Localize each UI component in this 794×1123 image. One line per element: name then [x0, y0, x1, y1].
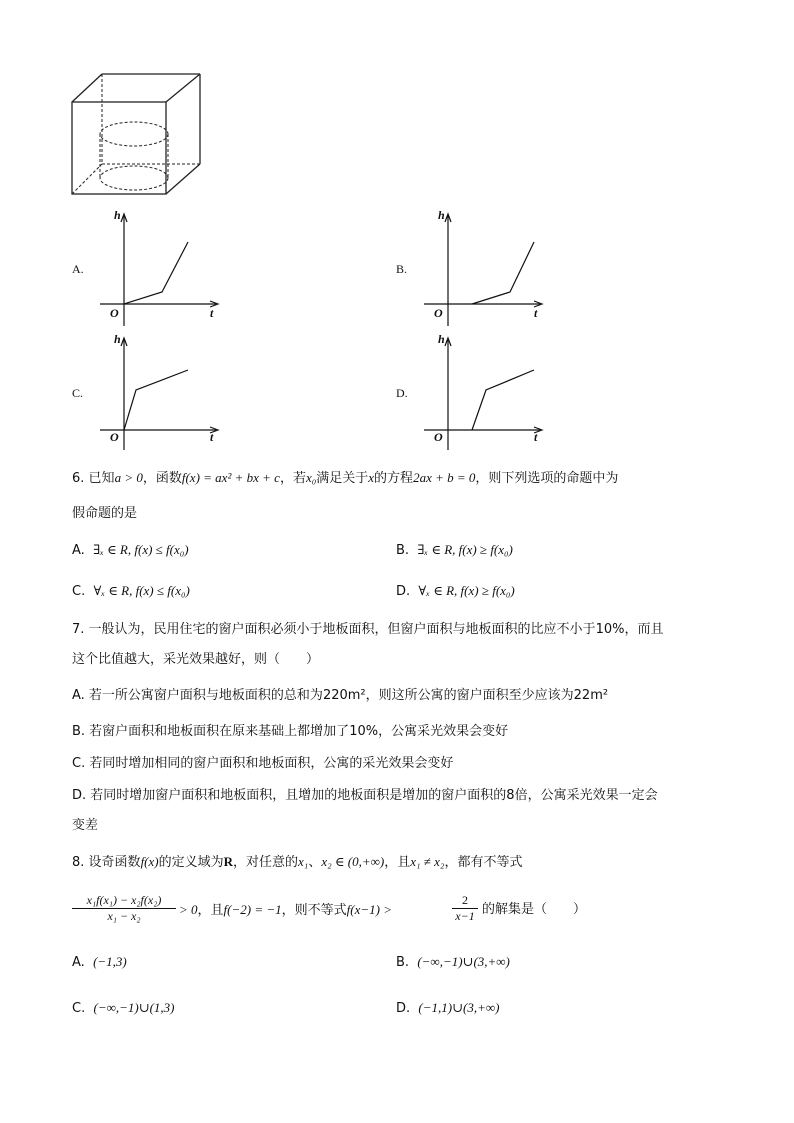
axis-h-label: h — [114, 208, 121, 222]
q7-option-d-line2: 变差 — [72, 818, 99, 833]
q8-stem-line1: 8. 设奇函数f(x)的定义域为R，对任意的x₁、x₂ ∈ (0,+∞)，且x₁ ≠ x₂，都有不等式 — [72, 854, 523, 870]
q7-option-c[interactable]: C. 若同时增加相同的窗户面积和地板面积，公寓的采光效果会变好 — [72, 756, 454, 771]
option-label: B. — [396, 262, 408, 276]
axis-t-label: t — [210, 430, 214, 444]
q8-fraction-lhs: x₁f(x₁) − x₂f(x₂) x₁ − x₂ — [72, 893, 176, 924]
axis-h-label: h — [438, 332, 445, 346]
q7-stem-line1: 7. 一般认为，民用住宅的窗户面积必须小于地板面积，但窗户面积与地板面积的比应不小于10%，而且 — [72, 622, 664, 637]
option-label: A. — [72, 262, 84, 276]
axis-h-label: h — [438, 208, 445, 222]
q8-stem-line2: > 0，且f(−2) = −1，则不等式f(x−1) > — [179, 902, 392, 918]
origin-label: O — [434, 306, 443, 320]
q7-stem-line2: 这个比值越大，采光效果越好，则（ ） — [72, 652, 320, 667]
q6-option-d[interactable]: D. ∀ₓ ∈ R, f(x) ≥ f(x₀) — [396, 583, 515, 599]
q7-option-d-line1[interactable]: D. 若同时增加窗户面积和地板面积，且增加的地板面积是增加的窗户面积的8倍，公寓采光效果一定会 — [72, 788, 658, 803]
q7-option-b[interactable]: B. 若窗户面积和地板面积在原来基础上都增加了10%，公寓采光效果会变好 — [72, 724, 509, 739]
graph-c-line — [124, 370, 188, 430]
q8-option-b[interactable]: B. (−∞,−1)∪(3,+∞) — [396, 954, 510, 970]
cube-cylinder-figure — [70, 72, 205, 197]
option-label: D. — [396, 386, 408, 400]
q8-option-a[interactable]: A. (−1,3) — [72, 954, 127, 970]
q6-option-c[interactable]: C. ∀ₓ ∈ R, f(x) ≤ f(x₀) — [72, 583, 190, 599]
axis-t-label: t — [534, 430, 538, 444]
q8-option-c[interactable]: C. (−∞,−1)∪(1,3) — [72, 1000, 175, 1016]
q8-fraction-rhs: 2 x−1 — [452, 893, 478, 924]
axis-h-label: h — [114, 332, 121, 346]
q6-stem-line2: 假命题的是 — [72, 506, 138, 521]
axis-t-label: t — [534, 306, 538, 320]
graph-b-line — [472, 242, 534, 304]
graph-a-line — [124, 242, 188, 304]
q6-stem-line1: 6. 已知a > 0，函数f(x) = ax² + bx + c，若x₀满足关于x的方程2ax + b = 0，则下列选项的命题中为 — [72, 470, 619, 486]
q8-stem-end: 的解集是（ ） — [482, 902, 587, 917]
origin-label: O — [110, 306, 119, 320]
option-label: C. — [72, 386, 84, 400]
q8-option-d[interactable]: D. (−1,1)∪(3,+∞) — [396, 1000, 500, 1016]
axis-t-label: t — [210, 306, 214, 320]
q6-option-b[interactable]: B. ∃ₓ ∈ R, f(x) ≥ f(x₀) — [396, 542, 513, 558]
origin-label: O — [434, 430, 443, 444]
origin-label: O — [110, 430, 119, 444]
q6-option-a[interactable]: A. ∃ₓ ∈ R, f(x) ≤ f(x₀) — [72, 542, 189, 558]
q7-option-a[interactable]: A. 若一所公寓窗户面积与地板面积的总和为220m²，则这所公寓的窗户面积至少应该为22m² — [72, 688, 609, 703]
graph-d-line — [472, 370, 534, 430]
